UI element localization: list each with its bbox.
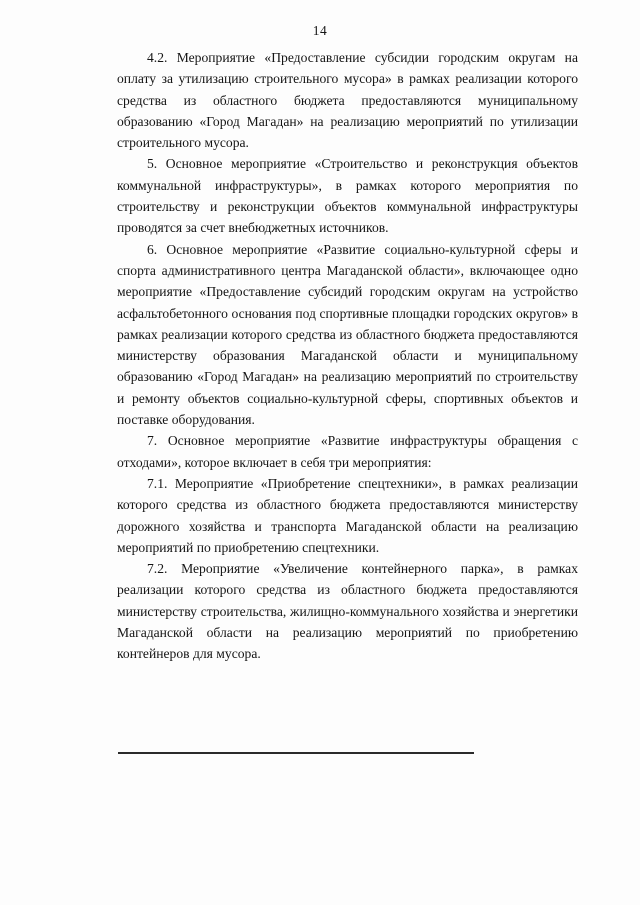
paragraph-4-2: 4.2. Мероприятие «Предоставление субсидии городским округам на оплату за утилизацию строительного мусора» в рамках реализации которого средства из областного бюджета предоставляются муниципальному образованию «Город Магадан» на реализацию мероприятий по утилизации строительного мусора. — [117, 50, 578, 151]
paragraph-5: 5. Основное мероприятие «Строительство и реконструкция объектов коммунальной инфраструктуры», в рамках которого мероприятия по строительству и реконструкции объектов коммунальной инфраструктуры проводятся за счет внебюджетных источников. — [117, 156, 578, 236]
paragraph-7-1: 7.1. Мероприятие «Приобретение спецтехники», в рамках реализации которого средства из областного бюджета предоставляются министерству дорожного хозяйства и транспорта Магаданской области на реализацию мероприятий по приобретению спецтехники. — [117, 475, 578, 555]
document-body — [117, 47, 578, 665]
page-number: 14 — [312, 23, 328, 38]
paragraph-6: 6. Основное мероприятие «Развитие социально-культурной сферы и спорта административного центра Магаданской области», включающее одно мероприятие «Предоставление субсидий городским округам на устройство асфальтобетонного основания под спортивные площадки городских округов» в рамках реализации которого средства из областного бюджета предоставляются министерству образования Магаданской области и муниципальному образованию «Город Магадан» на реализацию мероприятий по строительству и ремонту объектов социально-культурной сферы, спортивных объектов и поставке оборудования. — [117, 241, 578, 428]
paragraph-7: 7. Основное мероприятие «Развитие инфраструктуры обращения с отходами», которое включает в себя три мероприятия: — [117, 433, 578, 470]
footer-divider-line — [118, 752, 474, 754]
paragraph-7-2: 7.2. Мероприятие «Увеличение контейнерного парка», в рамках реализации которого средства из областного бюджета предоставляются министерству строительства, жилищно-коммунального хозяйства и энергетики Магаданской области на реализацию мероприятий по приобретению контейнеров для мусора. — [117, 561, 578, 662]
